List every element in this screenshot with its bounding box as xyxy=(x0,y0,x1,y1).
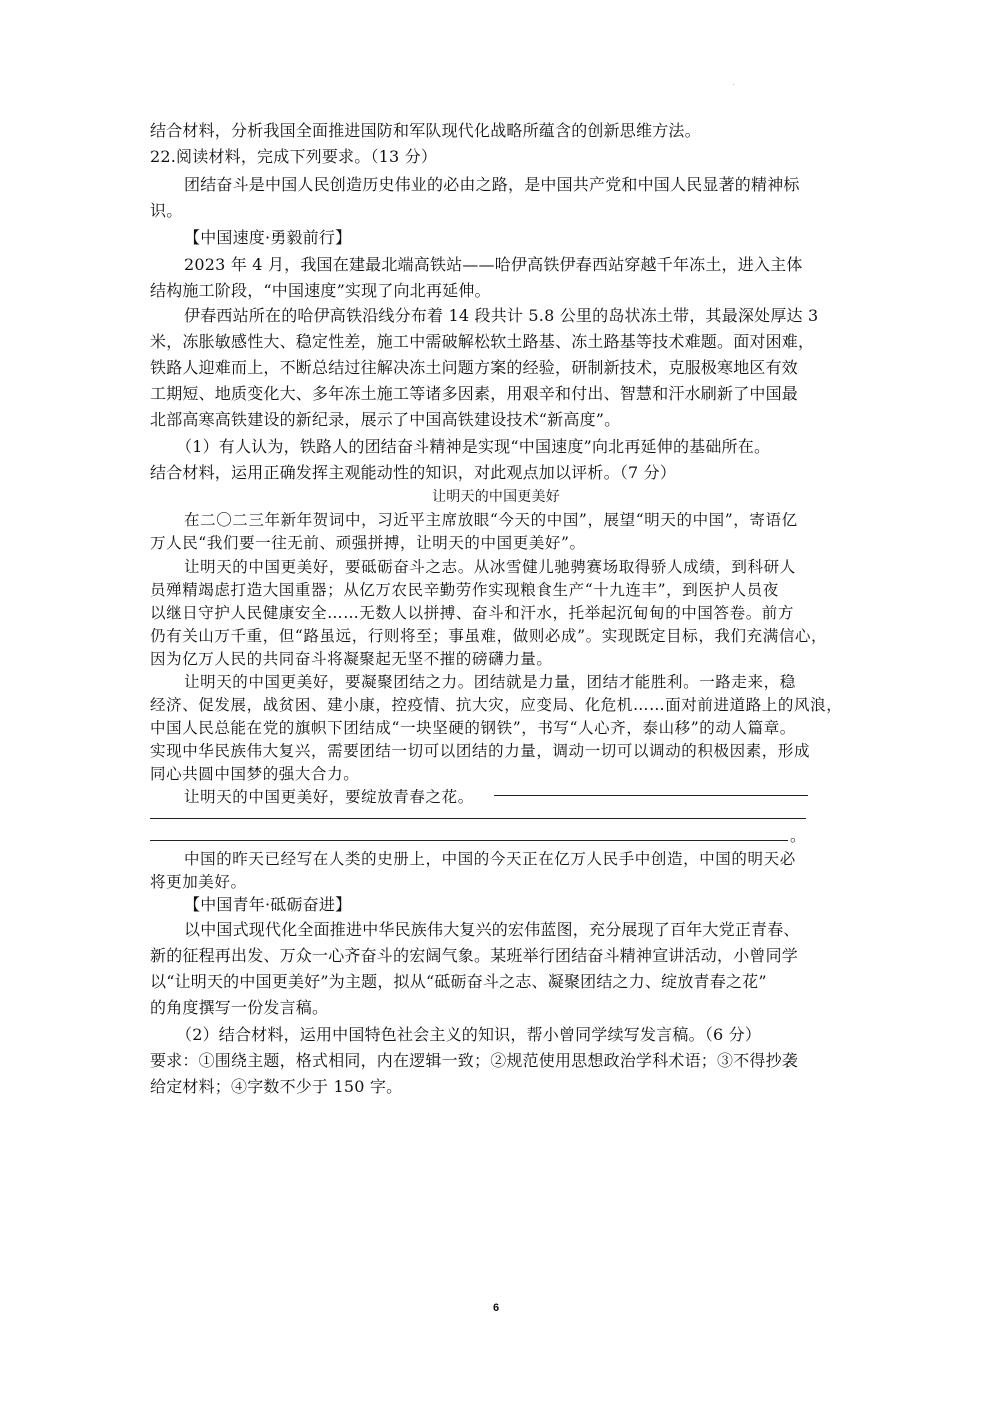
text-line: 识。 xyxy=(150,201,183,220)
speech-line: 中国人民总能在党的旗帜下团结成“一块坚硬的钢铁”，书写“人心齐，泰山移”的动人篇章。 xyxy=(150,719,796,737)
text-line: 要求：①围绕主题，格式相同，内在逻辑一致；②规范使用思想政治学科术语；③不得抄袭 xyxy=(150,1051,799,1070)
text-line: 工期短、地质变化大、多年冻土施工等诸多因素，用艰辛和付出、智慧和汗水刷新了中国最 xyxy=(150,384,799,403)
sub-question: （2）结合材料，运用中国特色社会主义的知识，帮小曾同学续写发言稿。（6 分） xyxy=(176,1025,762,1044)
text-line: 新的征程再出发、万众一心齐奋斗的宏阔气象。某班举行团结奋斗精神宣讲活动，小曾同学 xyxy=(150,946,799,965)
text-line: 2023 年 4 月，我国在建最北端高铁站——哈伊高铁伊春西站穿越千年冻土，进入主体 xyxy=(184,255,803,274)
speech-line: 同心共圆中国梦的强大合力。 xyxy=(150,765,360,783)
text-line: 结构施工阶段，“中国速度”实现了向北再延伸。 xyxy=(150,281,491,300)
answer-blank[interactable] xyxy=(494,795,808,796)
answer-blank[interactable] xyxy=(150,840,788,841)
speech-line: 仍有关山万千重，但“路虽远，行则将至；事虽难，做则必成”。实现既定目标，我们充满信心， xyxy=(150,627,828,645)
text-line: 铁路人迎难而上，不断总结过往解决冻土问题方案的经验，研制新技术，克服极寒地区有效 xyxy=(150,358,799,377)
speech-line: 实现中华民族伟大复兴，需要团结一切可以团结的力量，调动一切可以调动的积极因素，形成 xyxy=(150,742,811,760)
speech-line: 在二〇二三年新年贺词中，习近平主席放眼“今天的中国”，展望“明天的中国”，寄语亿 xyxy=(184,511,798,529)
text-line: 以“让明天的中国更美好”为主题，拟从“砥砺奋斗之志、凝聚团结之力、绽放青春之花” xyxy=(150,972,767,991)
speech-line: 因为亿万人民的共同奋斗将凝聚起无坚不摧的磅礴力量。 xyxy=(150,650,553,668)
speech-line: 中国的昨天已经写在人类的史册上，中国的今天正在亿万人民手中创造，中国的明天必 xyxy=(184,850,796,868)
question-heading: 22.阅读材料，完成下列要求。（13 分） xyxy=(150,147,438,166)
answer-blank[interactable] xyxy=(150,818,806,819)
text-line: 结合材料，运用正确发挥主观能动性的知识，对此观点加以评析。（7 分） xyxy=(150,463,677,482)
corner-mark: · xyxy=(732,80,735,89)
speech-line: 万人民“我们要一往无前、顽强拼搏，让明天的中国更美好”。 xyxy=(150,534,586,552)
text-line: 北部高寒高铁建设的新纪录，展示了中国高铁建设技术“新高度”。 xyxy=(150,410,621,429)
speech-line: 员殚精竭虑打造大国重器；从亿万农民辛勤劳作实现粮食生产“十九连丰”，到医护人员夜 xyxy=(150,581,779,599)
speech-line: 经济、促发展，战贫困、建小康，控疫情、抗大灾，应变局、化危机……面对前进道路上的风浪， xyxy=(150,696,843,714)
blank-period: 。 xyxy=(790,827,807,845)
speech-line: 让明天的中国更美好，要砥砺奋斗之志。从冰雪健儿驰骋赛场取得骄人成绩，到科研人 xyxy=(184,558,796,576)
text-line: 伊春西站所在的哈伊高铁沿线分布着 14 段共计 5.8 公里的岛状冻土带，其最深处厚达 3 xyxy=(184,306,819,325)
text-line: 的角度撰写一份发言稿。 xyxy=(150,998,329,1017)
text-line: 以中国式现代化全面推进中华民族伟大复兴的宏伟蓝图，充分展现了百年大党正青春、 xyxy=(184,920,800,939)
page-number: 6 xyxy=(492,1302,500,1314)
sub-question: （1）有人认为，铁路人的团结奋斗精神是实现“中国速度”向北再延伸的基础所在。 xyxy=(176,437,771,456)
speech-line: 让明天的中国更美好，要凝聚团结之力。团结就是力量，团结才能胜利。一路走来，稳 xyxy=(184,673,796,691)
speech-line: 以继日守护人民健康安全……无数人以拼搏、奋斗和汗水，托举起沉甸甸的中国答卷。前方 xyxy=(150,604,795,622)
text-line: 米，冻胀敏感性大、稳定性差，施工中需破解松软土路基、冻土路基等技术难题。面对困难， xyxy=(150,332,815,351)
section-heading: 【中国速度·勇毅前行】 xyxy=(184,228,352,247)
speech-line: 将更加美好。 xyxy=(150,873,247,891)
speech-line: 让明天的中国更美好，要绽放青春之花。 xyxy=(184,788,474,806)
text-line: 团结奋斗是中国人民创造历史伟业的必由之路，是中国共产党和中国人民显著的精神标 xyxy=(184,175,800,194)
text-line: 给定材料；④字数不少于 150 字。 xyxy=(150,1077,403,1096)
speech-title: 让明天的中国更美好 xyxy=(432,489,560,505)
section-heading: 【中国青年·砥砺奋进】 xyxy=(184,895,352,914)
text-line: 结合材料，分析我国全面推进国防和军队现代化战略所蕴含的创新思维方法。 xyxy=(150,121,701,140)
